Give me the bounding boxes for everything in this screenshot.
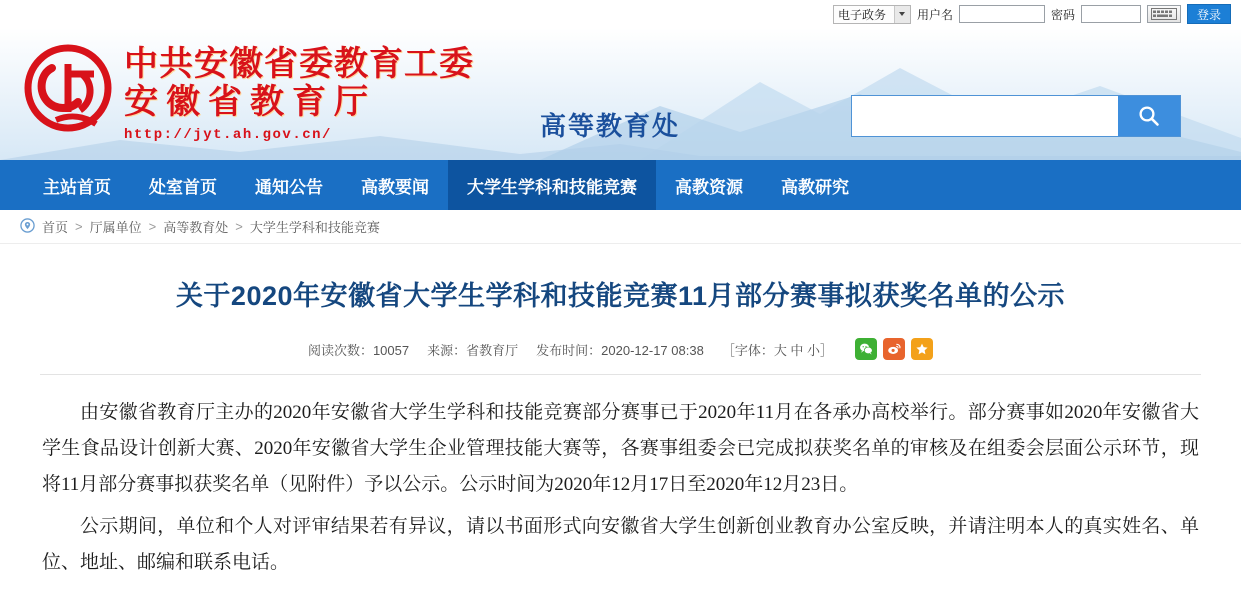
site-title-line2: 安徽省教育厅 <box>124 84 376 121</box>
weibo-icon[interactable] <box>883 338 905 360</box>
breadcrumb-item-3[interactable]: 高等教育处 <box>163 220 229 235</box>
search-input[interactable] <box>852 96 1118 136</box>
egov-select-value: 电子政务 <box>837 7 886 22</box>
article-meta <box>40 338 1201 360</box>
font-size-switcher[interactable]: ［字体：大 中 小］ <box>721 342 834 358</box>
nav-item-2[interactable] <box>130 160 236 210</box>
username-label: 用户名 <box>916 7 953 22</box>
password-input[interactable] <box>1081 5 1141 23</box>
login-button[interactable] <box>1187 4 1231 24</box>
nav-item-4[interactable] <box>342 160 448 210</box>
search-icon <box>1137 104 1161 128</box>
login-button-label: 登录 <box>1196 7 1221 22</box>
breadcrumb <box>0 210 1241 244</box>
site-url[interactable]: http://jyt.ah.gov.cn/ <box>124 127 332 143</box>
breadcrumb-item-1[interactable]: 首页 <box>42 220 69 235</box>
username-input[interactable] <box>959 5 1045 23</box>
department-title: 高等教育处 <box>540 111 681 141</box>
site-search[interactable] <box>851 95 1181 137</box>
keyboard-icon[interactable] <box>1147 5 1181 23</box>
wechat-icon[interactable] <box>855 338 877 360</box>
chevron-down-icon[interactable] <box>894 6 910 23</box>
main-navigation <box>0 160 1241 210</box>
article-paragraph: 公示期间，单位和个人对评审结果若有异议，请以书面形式向安徽省大学生创新创业教育办公室反映，并请注明本人的真实姓名、单位、地址、邮编和联系电话。 <box>42 516 1199 573</box>
nav-item-5[interactable] <box>448 160 656 210</box>
location-pin-icon <box>20 218 35 236</box>
nav-item-label: 高教资源 <box>675 177 743 197</box>
breadcrumb-item-4[interactable]: 大学生学科和技能竞赛 <box>249 220 380 235</box>
page-title: 关于2020年安徽省大学生学科和技能竞赛11月部分赛事拟获奖名单的公示 <box>175 281 1066 311</box>
breadcrumb-item-2[interactable]: 厅属单位 <box>89 220 142 235</box>
article-paragraph: 由安徽省教育厅主办的2020年安徽省大学生学科和技能竞赛部分赛事已于2020年11月在各承办高校举行。部分赛事如2020年安徽省大学生食品设计创新大赛、2020年安徽省大学生企业管理技能大赛等，各赛事组委会已完成拟获奖名单的审核及在组委会层面公示环节，现将11月部分赛事拟获奖名单（见附件）予以公示。公示时间为2020年12月17日至2020年12月23日。 <box>42 402 1199 495</box>
nav-item-7[interactable] <box>762 160 868 210</box>
site-header-banner <box>0 28 1241 160</box>
site-title-block <box>124 44 474 143</box>
source-meta: 来源：省教育厅 <box>427 342 519 358</box>
nav-item-label: 处室首页 <box>149 177 217 197</box>
star-favorite-icon[interactable] <box>911 338 933 360</box>
nav-item-label: 高教要闻 <box>361 177 429 197</box>
site-logo-group[interactable] <box>22 44 474 143</box>
article-body <box>40 375 1201 581</box>
views-meta: 阅读次数：10057 <box>307 342 410 358</box>
egov-select[interactable] <box>833 5 911 24</box>
nav-item-label: 大学生学科和技能竞赛 <box>467 177 637 197</box>
share-group <box>855 338 933 360</box>
breadcrumb-separator: > <box>75 219 83 234</box>
breadcrumb-separator: > <box>148 219 157 234</box>
article <box>0 244 1241 581</box>
nav-item-1[interactable] <box>24 160 130 210</box>
nav-item-6[interactable] <box>656 160 762 210</box>
nav-item-label: 通知公告 <box>255 177 323 197</box>
top-utility-bar <box>0 0 1241 28</box>
site-title-line1: 中共安徽省委教育工委 <box>124 46 474 83</box>
publish-time-meta: 发布时间：2020-12-17 08:38 <box>536 342 704 358</box>
education-emblem-icon <box>22 44 114 136</box>
search-button[interactable] <box>1118 96 1180 136</box>
breadcrumb-separator: > <box>235 219 243 234</box>
nav-item-label: 高教研究 <box>781 177 849 197</box>
password-label: 密码 <box>1050 7 1075 22</box>
nav-item-label: 主站首页 <box>43 177 111 197</box>
nav-item-3[interactable] <box>236 160 342 210</box>
